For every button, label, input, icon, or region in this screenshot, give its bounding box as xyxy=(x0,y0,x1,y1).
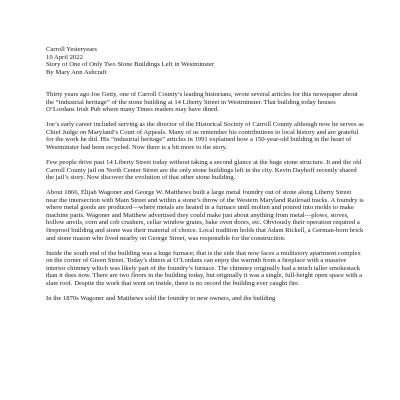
body-paragraph: About 1866, Elijah Wagoner and George W. Matthews built a large metal foundry out of stone along Liberty Street near the intersection with Main Street and within a stone’s throw of the Western Maryland Railroad tracks. A foundry is where metal goods are produced—where metals are heated in a furnace until molten and poured into molds to make machine parts. Wagoner and Matthew advertised they could make just about anything from metal—plows, stoves, hollow anvils, corn and cob crushers, cellar window grates, bake oven doors, etc. Obviously their operation required a fireproof building and stone was their material of choice. Local tradition holds that Adam Rickell, a German-born brick and stone mason who lived nearby on George Street, was responsible for the construction. xyxy=(46,189,364,242)
column-name: Carroll Yesteryears xyxy=(46,46,97,53)
article-header xyxy=(46,46,364,76)
article-byline: By Mary Ann Ashcraft xyxy=(46,68,107,76)
body-paragraph: Few people drive past 14 Liberty Street today without taking a second glance at the huge stone structure. It and the old Carroll County jail on North Center Street are the only stone buildings left in the city. Kevin Dayhoff recently shared the jail’s story. Now discover the evolution of that other stone building. xyxy=(46,159,362,182)
article-date: 10 April 2022 xyxy=(46,53,83,61)
article-page xyxy=(46,46,364,310)
body-paragraph: Joe’s early career included serving as the director of the Historical Society of Carroll County although now he serves as Chief Judge on Maryland’s Court of Appeals. Many of us remember his contributions to local history and are grateful for the work he did. His “industrial heritage” articles in 1991 explained how a 150-year-old building in the heart of Westminster had been recycled. Now there is a bit more to the story. xyxy=(46,121,364,152)
body-paragraph: In the 1870s Wagoner and Matthews sold the foundry to new owners, and the building xyxy=(46,294,276,302)
article-body xyxy=(46,91,364,302)
body-paragraph: Inside the south end of the building was a huge furnace; that is the side that now faces a multistory apartment complex on the corner of Green Street. Today’s diners at O’Lordans can enjoy the warmth from a fireplace with a massive interior chimney which was likely part of the foundry’s furnace. The chimney originally had a much taller smokestack than it does now. There are two floors in the building today, but originally it was a single, full-height open space with a slate roof. Despite the work that went on inside, there is no record the building ever caught fire. xyxy=(46,249,363,287)
article-headline: Story of One of Only Two Stone Buildings Left in Westminster xyxy=(46,61,215,69)
body-paragraph: Thirty years ago Joe Getty, one of Carroll County’s leading historians, wrote several articles for this newspaper about the “industrial heritage” of the stone building at 14 Liberty Street in Westminster. That building today houses O’Lordans Irish Pub where many Times readers may have dined. xyxy=(46,91,358,114)
